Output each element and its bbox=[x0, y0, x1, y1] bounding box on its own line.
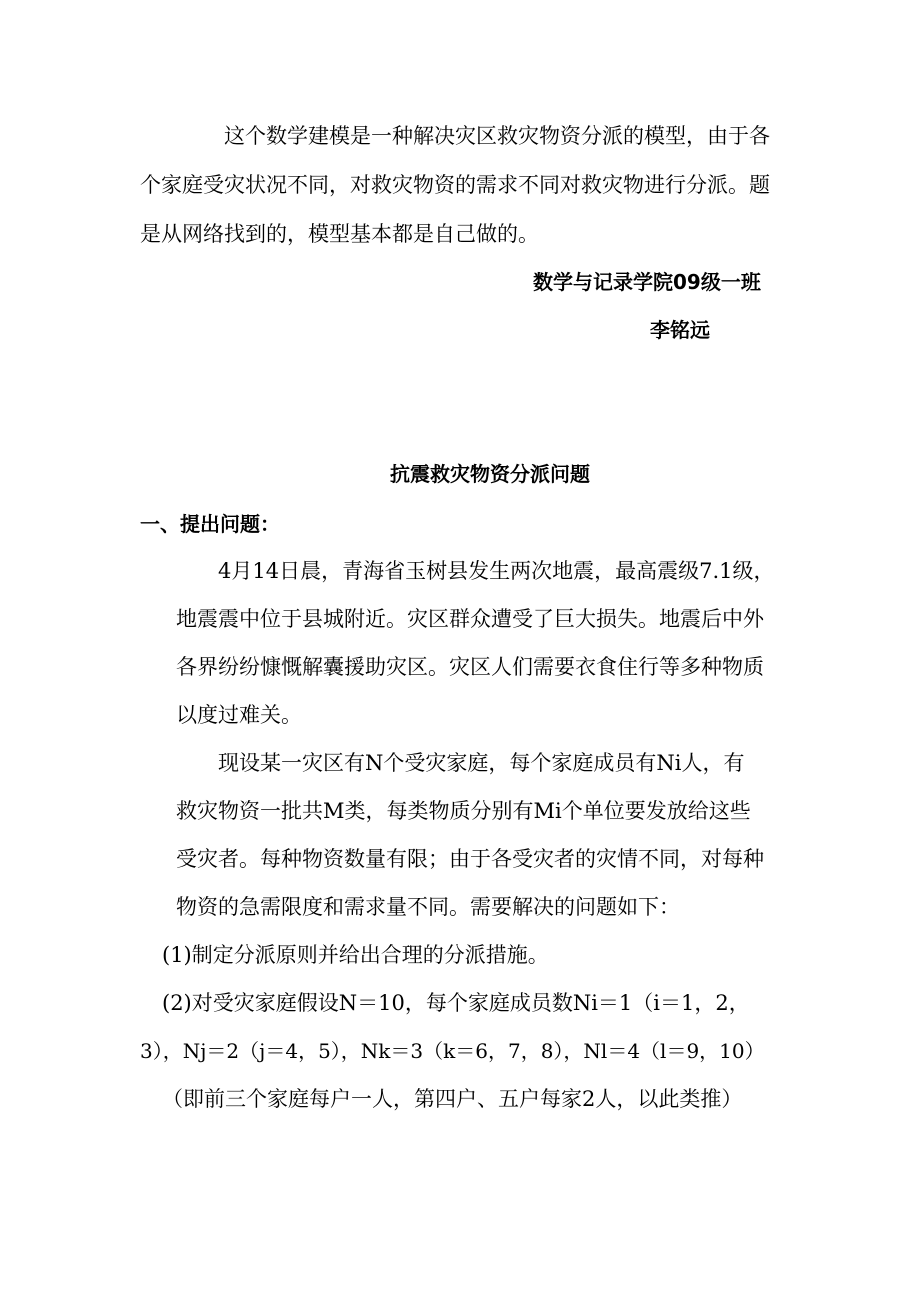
para2-line-3: 受灾者。每种物资数量有限；由于各受灾者的灾情不同，对每种 bbox=[176, 847, 764, 871]
para2-line-1: 现设某一灾区有N个受灾家庭，每个家庭成员有Ni人，有 bbox=[218, 751, 745, 775]
intro-line-2: 个家庭受灾状况不同，对救灾物资的需求不同对救灾物进行分派。题 bbox=[140, 173, 770, 197]
author-name: 李铭远 bbox=[650, 318, 710, 342]
list-item-2-line-2: 3），Nj＝2（j＝4，5），Nk＝3（k＝6，7，8），Nl＝4（l＝9，10） bbox=[140, 1039, 765, 1063]
para2-line-2: 救灾物资一批共M类，每类物质分别有Mi个单位要发放给这些 bbox=[176, 799, 751, 823]
intro-line-3: 是从网络找到的，模型基本都是自己做的。 bbox=[140, 222, 539, 246]
para1-line-2: 地震震中位于县城附近。灾区群众遭受了巨大损失。地震后中外 bbox=[176, 607, 764, 631]
para1-line-1: 4月14日晨，青海省玉树县发生两次地震，最高震级7.1级， bbox=[218, 559, 775, 583]
para1-line-4: 以度过难关。 bbox=[176, 703, 302, 727]
section-heading: 一、提出问题： bbox=[140, 512, 280, 536]
author-affiliation: 数学与记录学院09级一班 bbox=[533, 270, 761, 294]
intro-line-1: 这个数学建模是一种解决灾区救灾物资分派的模型，由于各 bbox=[224, 124, 770, 148]
list-item-2-line-3: （即前三个家庭每户一人，第四户、五户每家2人，以此类推） bbox=[162, 1087, 743, 1111]
para2-line-4: 物资的急需限度和需求量不同。需要解决的问题如下： bbox=[176, 895, 680, 919]
document-title: 抗震救灾物资分派问题 bbox=[390, 462, 590, 486]
list-item-2-line-1: (2)对受灾家庭假设N＝10，每个家庭成员数Ni＝1（i＝1，2， bbox=[162, 991, 750, 1015]
para1-line-3: 各界纷纷慷慨解囊援助灾区。灾区人们需要衣食住行等多种物质 bbox=[176, 655, 764, 679]
list-item-1: (1)制定分派原则并给出合理的分派措施。 bbox=[162, 943, 549, 967]
